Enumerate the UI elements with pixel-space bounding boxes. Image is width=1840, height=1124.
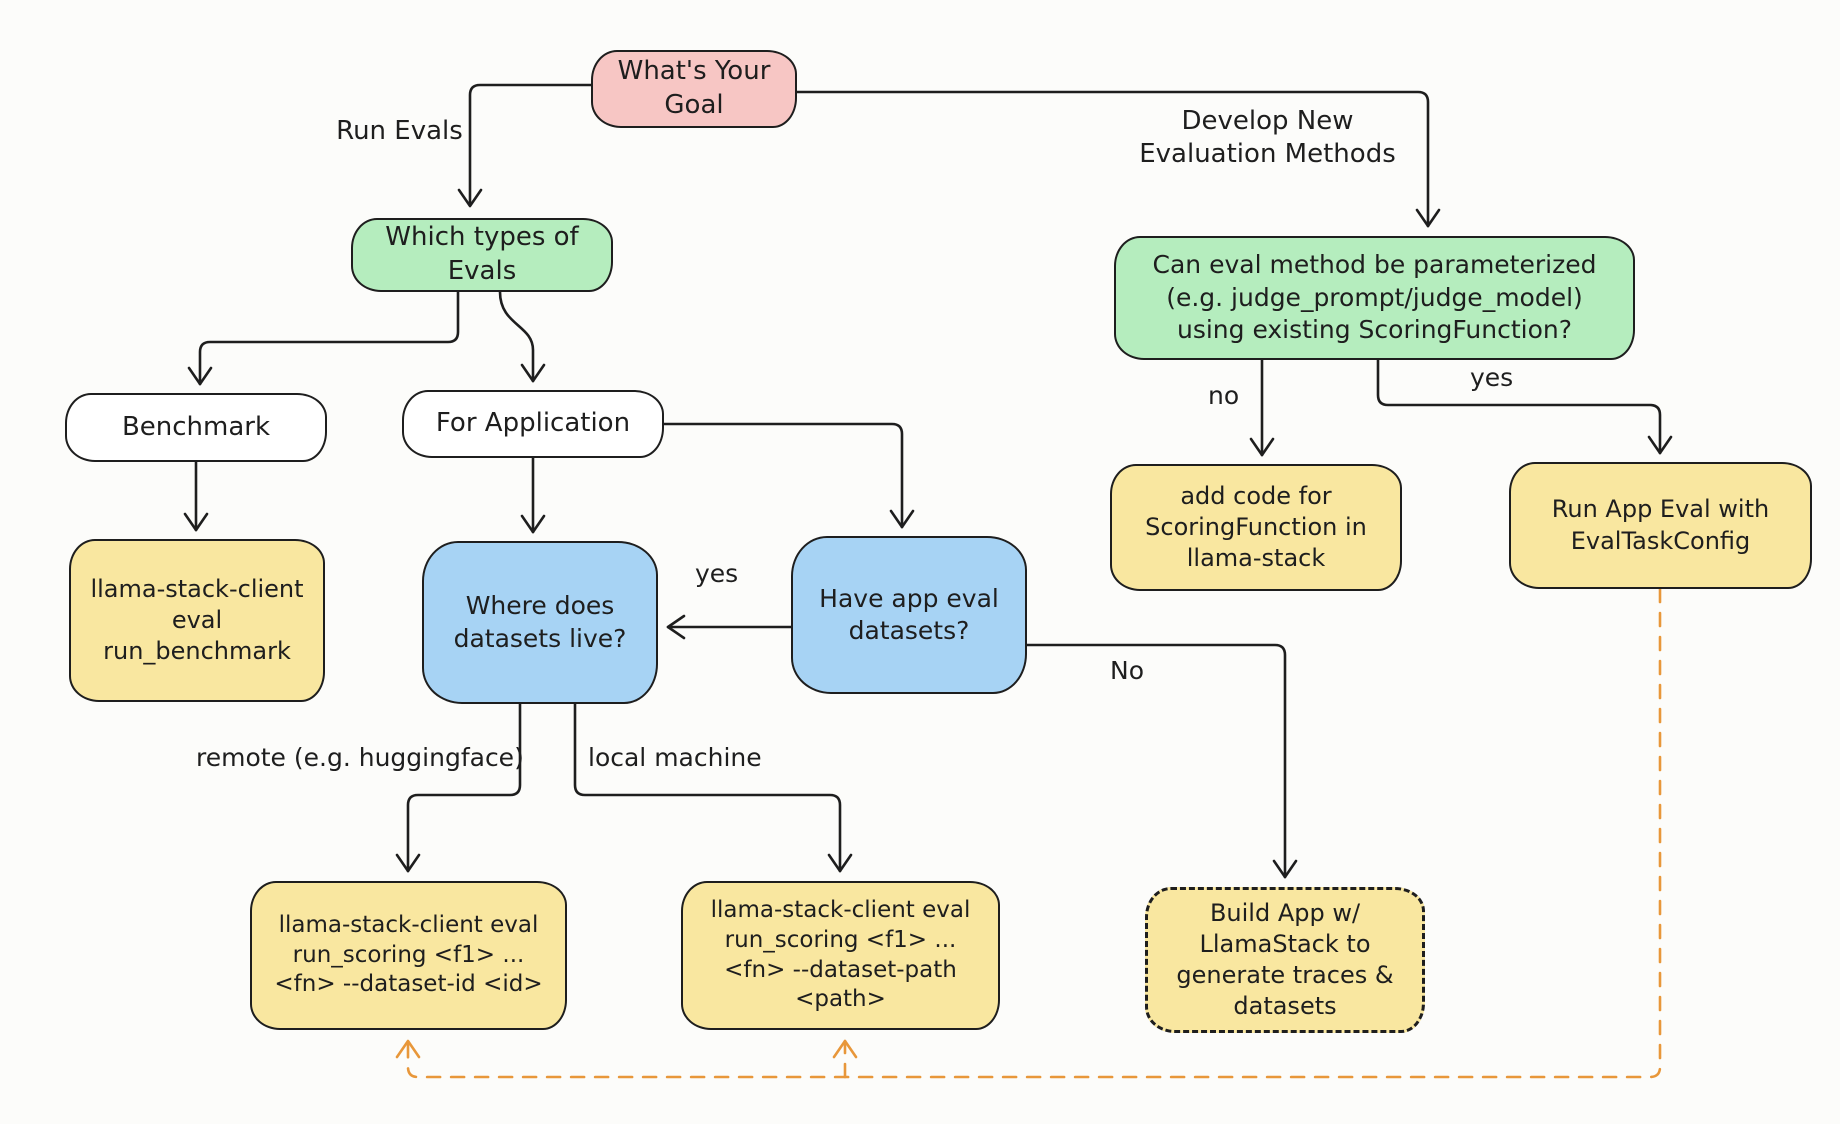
- node-whats-your-goal: What's Your Goal: [591, 50, 797, 128]
- node-run-benchmark-command: llama-stack-client eval run_benchmark: [69, 539, 325, 702]
- edge-label-develop-new-evaluation-methods: Develop New Evaluation Methods: [1139, 106, 1396, 169]
- node-run-app-eval-with-evaltaskconfig: Run App Eval with EvalTaskConfig: [1509, 462, 1812, 589]
- edge-have-datasets-to-build-app: [1027, 645, 1285, 877]
- edge-label-local-machine: local machine: [588, 743, 762, 772]
- node-which-types-of-evals: Which types of Evals: [351, 218, 613, 292]
- edge-for-application-to-have-datasets: [664, 424, 902, 527]
- node-for-application: For Application: [402, 390, 664, 458]
- edge-label-remote-huggingface: remote (e.g. huggingface): [196, 743, 524, 772]
- node-add-code-for-scoringfunction: add code for ScoringFunction in llama-stack: [1110, 464, 1402, 591]
- edge-label-have-no: No: [1110, 656, 1144, 685]
- edge-where-datasets-to-run-scoring-id: [408, 704, 520, 871]
- edge-where-datasets-to-run-scoring-path: [575, 704, 840, 871]
- edge-label-run-evals: Run Evals: [336, 116, 463, 146]
- edge-label-param-yes: yes: [1470, 363, 1514, 392]
- node-benchmark: Benchmark: [65, 393, 327, 462]
- edge-label-param-no: no: [1208, 381, 1240, 410]
- node-run-scoring-dataset-id-command: llama-stack-client eval run_scoring <f1> ... <fn> --dataset-id <id>: [250, 881, 567, 1030]
- node-have-app-eval-datasets: Have app eval datasets?: [791, 536, 1027, 694]
- edge-param-question-to-run-app-eval: [1378, 360, 1660, 453]
- node-run-scoring-dataset-path-command: llama-stack-client eval run_scoring <f1> ... <fn> --dataset-path <path>: [681, 881, 1000, 1030]
- edge-which-types-to-benchmark: [200, 292, 458, 384]
- node-build-app-with-llamastack: Build App w/ LlamaStack to generate traces & datasets: [1145, 887, 1425, 1033]
- edge-label-have-yes: yes: [695, 559, 739, 588]
- node-where-does-datasets-live: Where does datasets live?: [422, 541, 658, 704]
- node-can-eval-method-be-parameterized: Can eval method be parameterized (e.g. judge_prompt/judge_model) using existing ScoringFunction?: [1114, 236, 1635, 360]
- edge-which-types-to-for-application: [500, 292, 533, 381]
